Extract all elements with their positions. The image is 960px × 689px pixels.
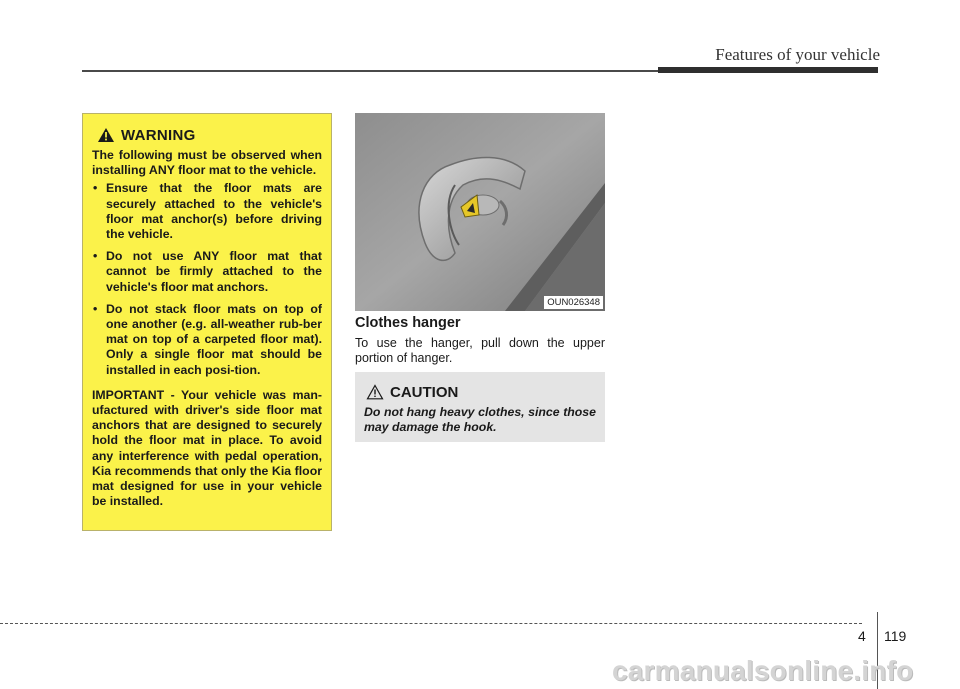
warning-title: WARNING [121, 126, 196, 144]
caution-triangle-icon [366, 384, 384, 400]
warning-intro: The following must be observed when installing ANY floor mat to the vehicle. [92, 148, 322, 178]
page-number: 119 [884, 628, 907, 644]
caution-heading [366, 382, 596, 402]
warning-important-note: IMPORTANT - Your vehicle was man-ufactured with driver's side floor mat anchors that are designed to securely hold the floor mat in place. To avoid any interference with pedal operation, Kia recommends that only the Kia floor mat designed for use in your vehicle be installed. [92, 387, 322, 509]
header-rule [82, 70, 658, 72]
section-title: Clothes hanger [355, 315, 461, 331]
warning-body [92, 148, 322, 509]
caution-body: Do not hang heavy clothes, since those may damage the hook. [364, 405, 596, 434]
watermark: carmanualsonline.info [612, 655, 914, 686]
list-item: • Do not stack floor mats on top of one another (e.g. all-weather rub-ber mat on top of a carpeted floor mat). Only a single floor mat should be installed in each posi-tion. [93, 301, 322, 377]
clothes-hanger-photo [355, 113, 605, 311]
warning-box [82, 113, 332, 531]
caution-box [355, 372, 605, 442]
list-item: • Ensure that the floor mats are securely attached to the vehicle's floor mat anchor(s) before driving the vehicle. [93, 181, 322, 242]
chapter-number: 4 [858, 628, 866, 644]
warning-list [92, 181, 322, 377]
caution-title: CAUTION [390, 383, 459, 401]
bullet-icon: • [93, 181, 98, 196]
warning-triangle-icon [97, 127, 115, 143]
bullet-icon: • [93, 249, 98, 264]
footer-rule [0, 623, 862, 624]
header-rule-accent [658, 67, 878, 73]
photo-reference-code: OUN026348 [544, 296, 603, 309]
clothes-hanger-illustration [355, 113, 605, 311]
list-item: • Do not use ANY floor mat that cannot be firmly attached to the vehicle's floor mat anchors. [93, 249, 322, 294]
running-header-title: Features of your vehicle [715, 45, 880, 64]
section-body: To use the hanger, pull down the upper portion of hanger. [355, 336, 605, 365]
warning-heading [97, 124, 322, 146]
bullet-icon: • [93, 301, 98, 316]
